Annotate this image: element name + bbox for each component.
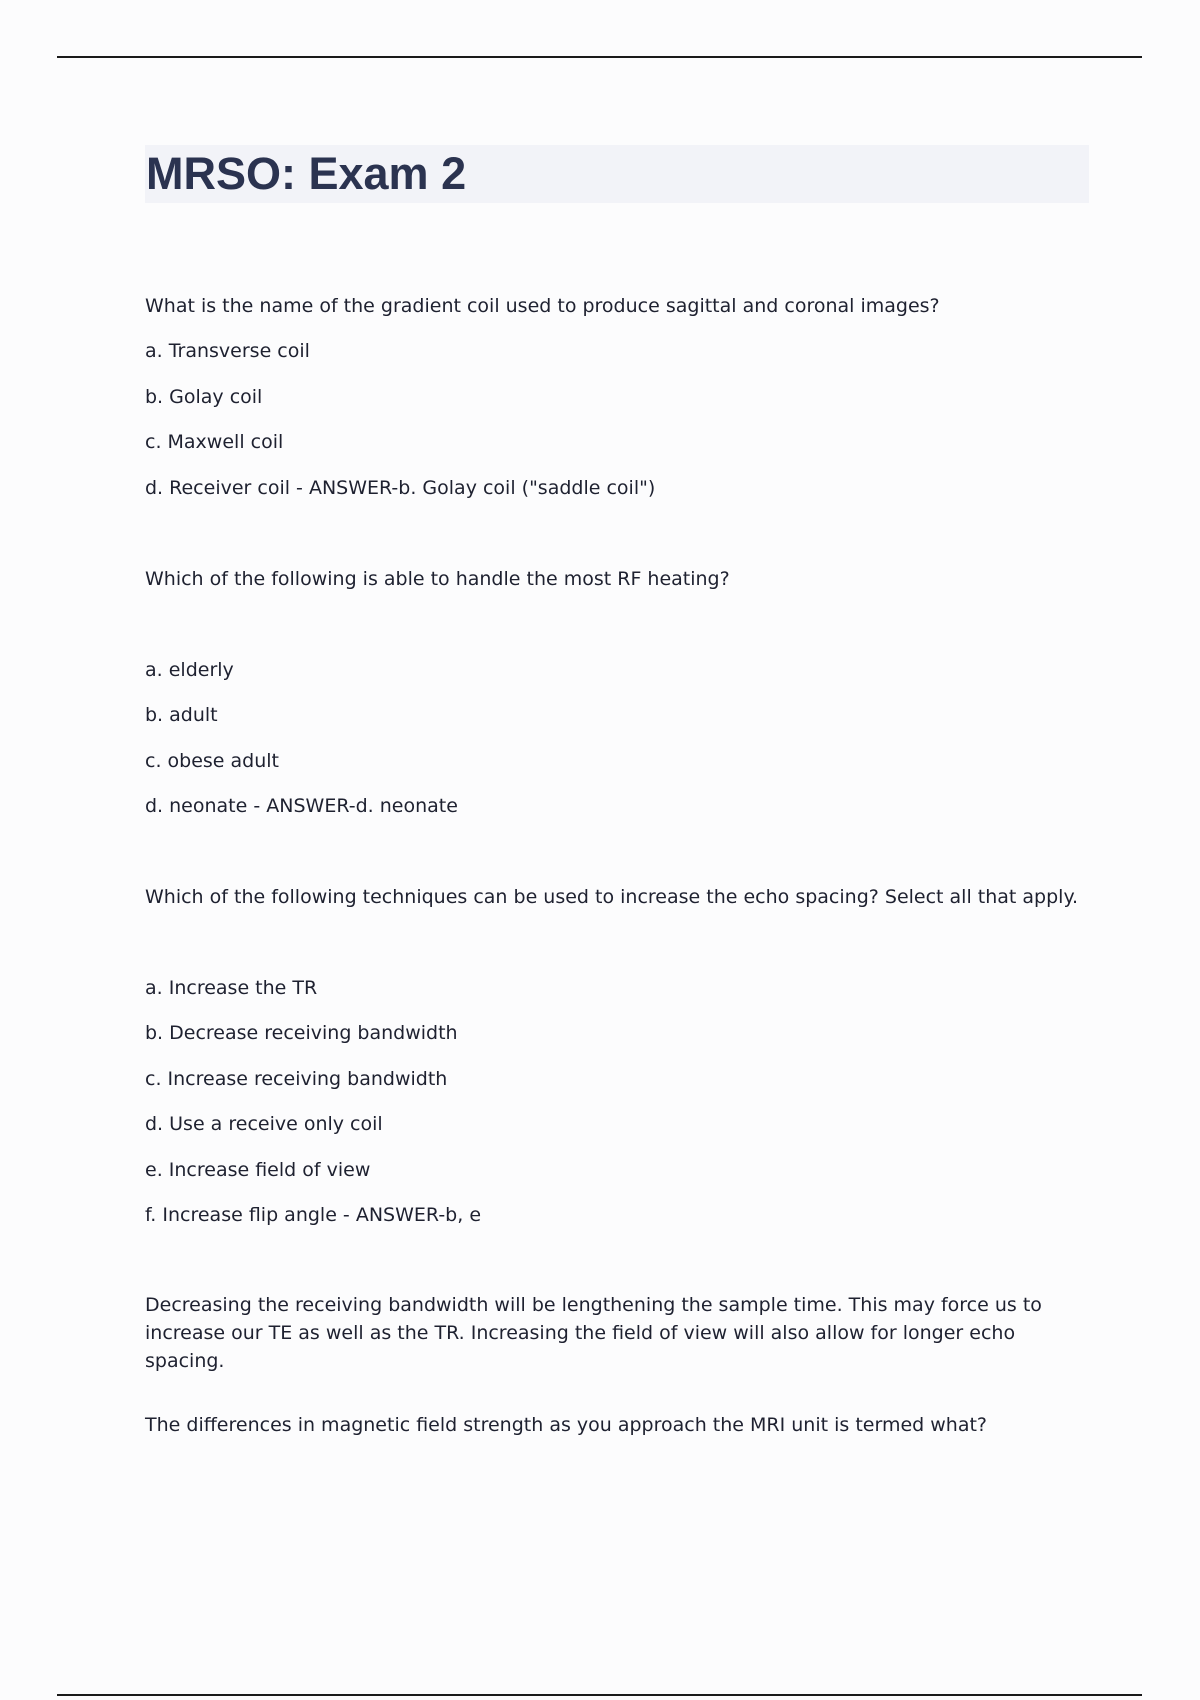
question-1-prompt: What is the name of the gradient coil used to produce sagittal and coronal images? bbox=[145, 295, 940, 317]
question-1-option-c: c. Maxwell coil bbox=[145, 431, 284, 453]
question-1-option-d-answer: d. Receiver coil - ANSWER-b. Golay coil ("saddle coil") bbox=[145, 477, 656, 499]
question-3-explanation: Decreasing the receiving bandwidth will be lengthening the sample time. This may force us to increase our TE as well as the TR. Increasing the field of view will also allow for longer echo spacing. bbox=[145, 1294, 1042, 1372]
question-3-option-a: a. Increase the TR bbox=[145, 977, 318, 999]
question-4-prompt: The differences in magnetic field strength as you approach the MRI unit is termed what? bbox=[145, 1414, 988, 1436]
question-2-option-a: a. elderly bbox=[145, 659, 234, 681]
question-3-option-e: e. Increase field of view bbox=[145, 1159, 371, 1181]
question-3-option-f-answer: f. Increase flip angle - ANSWER-b, e bbox=[145, 1204, 482, 1226]
question-2-option-b: b. adult bbox=[145, 704, 218, 726]
question-2-option-d-answer: d. neonate - ANSWER-d. neonate bbox=[145, 795, 458, 817]
question-3-option-c: c. Increase receiving bandwidth bbox=[145, 1068, 448, 1090]
question-1-option-b: b. Golay coil bbox=[145, 386, 263, 408]
question-3-prompt: Which of the following techniques can be used to increase the echo spacing? Select all that apply. bbox=[145, 886, 1079, 908]
question-2-prompt: Which of the following is able to handle the most RF heating? bbox=[145, 568, 730, 590]
question-2-option-c: c. obese adult bbox=[145, 750, 280, 772]
top-rule bbox=[57, 56, 1142, 58]
question-3-option-d: d. Use a receive only coil bbox=[145, 1113, 383, 1135]
question-3-option-b: b. Decrease receiving bandwidth bbox=[145, 1022, 458, 1044]
bottom-rule bbox=[57, 1694, 1142, 1696]
page-title: MRSO: Exam 2 bbox=[146, 148, 467, 199]
question-1-option-a: a. Transverse coil bbox=[145, 340, 310, 362]
